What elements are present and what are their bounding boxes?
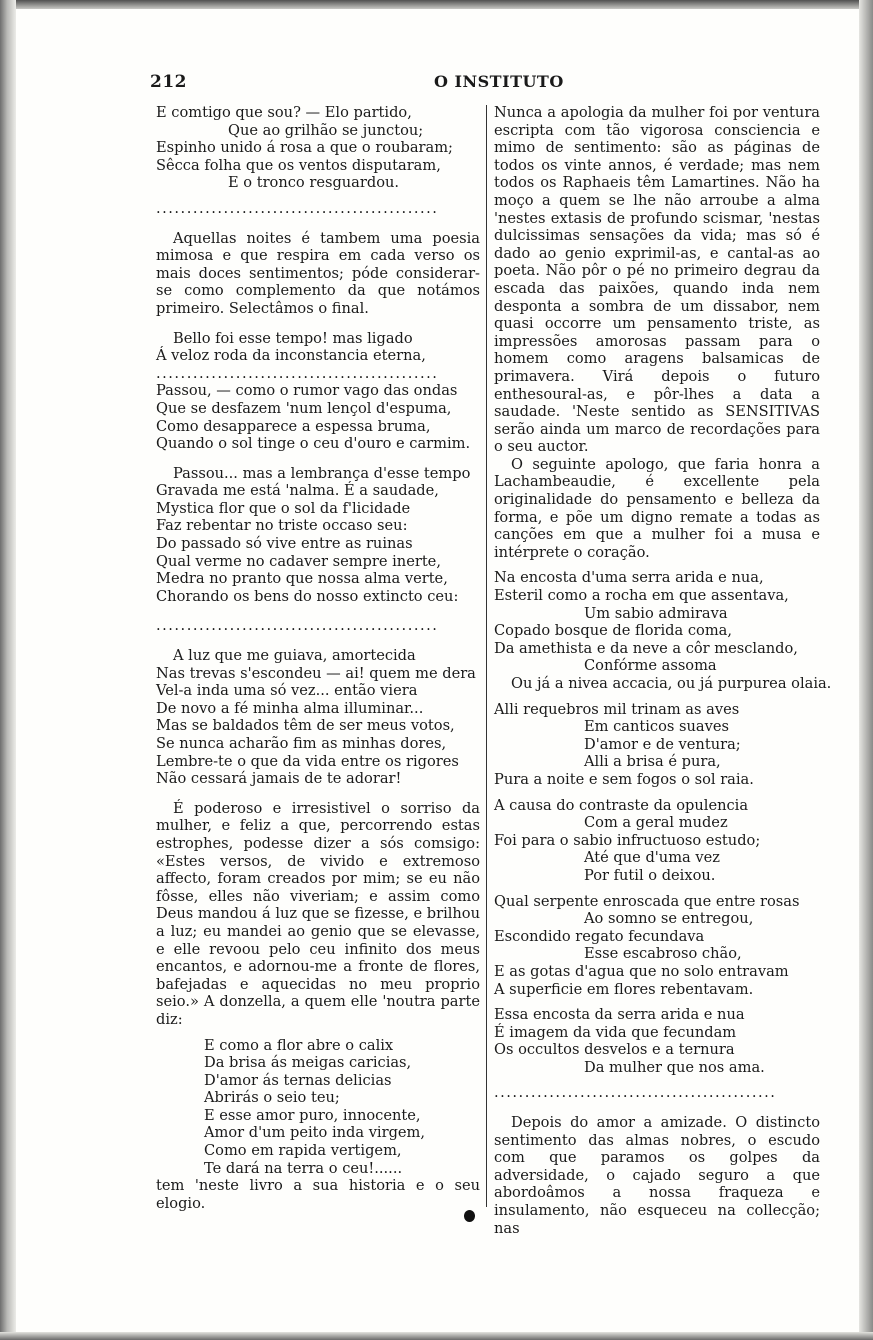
page-edge-left (0, 0, 16, 1340)
verse-line: De novo a fé minha alma illuminar... (156, 699, 424, 717)
poem-stanza (494, 569, 832, 692)
verse-line: Os occultos desvelos e a ternura (494, 1041, 735, 1059)
verse-line: Da amethista e da neve a côr mesclando, (494, 639, 798, 657)
verse-line: Alli requebros mil trinam as aves (494, 700, 740, 718)
verse-line: Escondido regato fecundava (494, 927, 705, 945)
verse-line: Á veloz roda da inconstancia eterna, (156, 347, 426, 365)
paragraph: O seguinte apologo, que faria honra a Lachambeaudie, é excellente pela originalidade do pensamento e belleza da forma, e põe um digno remate a todas as canções em que a mulher foi a musa e intérprete o coração. (494, 455, 820, 561)
page-header (150, 72, 818, 94)
page-number: 212 (150, 72, 187, 92)
poem-stanza (156, 647, 480, 788)
ellipsis-line: .............................................. (156, 617, 439, 635)
verse-line: Sêcca folha que os ventos disputaram, (156, 156, 441, 174)
poem-stanza (156, 465, 480, 606)
verse-line: A causa do contraste da opulencia (494, 796, 749, 814)
verse-line: Foi para o sabio infructuoso estudo; (494, 831, 761, 849)
verse-line: Abrirás o seio teu; (204, 1089, 340, 1107)
verse-line: Nas trevas s'escondeu — ai! quem me dera (156, 664, 476, 682)
poem-stanza (494, 701, 820, 789)
verse-line: Qual verme no cadaver sempre inerte, (156, 552, 441, 570)
verse-line: E as gotas d'agua que no solo entravam (494, 962, 789, 980)
verse-line: Que se desfazem 'num lençol d'espuma, (156, 399, 452, 417)
verse-line: Como em rapida vertigem, (204, 1142, 402, 1160)
verse-line: Qual serpente enroscada que entre rosas (494, 892, 800, 910)
poem-stanza (156, 330, 480, 365)
verse-line: Quando o sol tinge o ceu d'ouro e carmim. (156, 435, 471, 453)
verse-line: Bello foi esse tempo! mas ligado (173, 329, 413, 347)
verse-line: Ao somno se entregou, (584, 910, 754, 928)
verse-line: Até que d'uma vez (584, 849, 720, 867)
poem-stanza (494, 1006, 820, 1076)
ink-blot (464, 1210, 475, 1222)
running-title: O INSTITUTO (434, 72, 564, 91)
verse-line: Mystica flor que o sol da f'licidade (156, 499, 411, 517)
paragraph: Depois do amor a amizade. O distincto sentimento das almas nobres, o escudo com que paramos os golpes da adversidade, o cajado seguro a que abordoâmos a nossa fraqueza e insulamento, não esqueceu na collecção; nas (494, 1114, 820, 1237)
verse-line: Faz rebentar no triste occaso seu: (156, 517, 408, 535)
verse-line: E o tronco resguardou. (228, 174, 400, 192)
verse-line: Se nunca acharão fim as minhas dores, (156, 735, 447, 752)
verse-line: Passou... mas a lembrança d'esse tempo (173, 464, 471, 482)
verse-line: Chorando os bens do nosso extincto ceu: (156, 587, 459, 605)
verse-line: Espinho unido á rosa a que o roubaram; (156, 139, 453, 157)
verse-line: Em canticos suaves (584, 718, 729, 736)
verse-line: Mas se baldados têm de ser meus votos, (156, 717, 455, 735)
page-edge-right (859, 0, 873, 1340)
right-column (494, 104, 832, 1237)
verse-line: Amor d'um peito inda virgem, (204, 1124, 426, 1142)
verse-line: E como a flor abre o calix (204, 1036, 394, 1054)
verse-line: Um sabio admirava (584, 604, 728, 622)
verse-line: Que ao grilhão se junctou; (228, 121, 424, 139)
poem-stanza (156, 382, 480, 452)
paragraph: Nunca a apologia da mulher foi por ventura escripta com tão vigorosa consciencia e mimo de sentimento: são as páginas de todos os vinte annos, é verdade; mas nem todos os Raphaeis têm Lamartines. Não ha moço a quem se lhe não arroube a alma 'nestes extasis de profundo scismar, 'nestas dulcissimas sensações da vida; mas só é dado ao genio exprimil-as, e cantal-as ao poeta. Não pôr o pé no primeiro degrau da escada das paixões, quando inda nem desponta a sombra de um dissabor, nem quasi occorre um pensamento triste, as impressões amorosas passam para o homem como aragens balsamicas de primavera. Virá depois o futuro enthesoural-as, e pôr-lhes a data a saudade. 'Neste sentido as SENSITIVAS serão ainda um marco de recordações para o seu auctor. (494, 104, 820, 456)
verse-line: Lembre-te o que da vida entre os rigores (156, 752, 459, 770)
verse-line: A luz que me guiava, amortecida (173, 647, 416, 665)
verse-line: Com a geral mudez (584, 814, 728, 832)
page-edge-top (0, 0, 873, 9)
ellipsis-line: .............................................. (156, 364, 439, 382)
verse-line: Não cessará jamais de te adorar! (156, 770, 402, 788)
verse-line: Da brisa ás meigas caricias, (204, 1054, 412, 1072)
verse-line: Na encosta d'uma serra arida e nua, (494, 569, 764, 587)
verse-line: Esteril como a rocha em que assentava, (494, 587, 789, 605)
verse-line: Gravada me está 'nalma. É a saudade, (156, 482, 439, 500)
verse-line: Ou já a nivea accacia, ou já purpurea olaia. (511, 675, 832, 692)
verse-line: Te dará na terra o ceu!...... (204, 1159, 403, 1177)
poem-stanza (156, 1037, 480, 1178)
verse-line: Medra no pranto que nossa alma verte, (156, 570, 448, 588)
ellipsis-line: .............................................. (156, 199, 439, 217)
poem-stanza (494, 797, 820, 885)
paragraph: É poderoso e irresistivel o sorriso da mulher, e feliz a que, percorrendo estas estrophes, podesse dizer a sós comsigo: «Estes versos, de vivido e extremoso affecto, foram creados por mim; se eu não fôsse, elles não viveriam; e assim como Deus mandou á luz que se fizesse, e brilhou a luz; eu mandei ao genio que se elevasse, e elle revoou pelo ceu infinito dos meus encantos, e adornou-me a fronte de flores, bafejadas e aquecidas no meu proprio seio.» A donzella, a quem elle 'noutra parte diz: (156, 799, 480, 1028)
verse-line: A superficie em flores rebentavam. (494, 980, 754, 998)
paragraph: tem 'neste livro a sua historia e o seu elogio. (156, 1177, 480, 1212)
verse-line: Esse escabroso chão, (584, 945, 742, 963)
paragraph: Aquellas noites é tambem uma poesia mimosa e que respira em cada verso os mais doces sentimentos; póde considerar-se como complemento da que notámos primeiro. Selectâmos o final. (156, 229, 480, 317)
verse-line: E comtigo que sou? — Elo partido, (156, 104, 412, 121)
verse-line: Do passado só vive entre as ruinas (156, 535, 413, 553)
page-edge-bottom (0, 1332, 873, 1340)
left-column (156, 104, 480, 1212)
verse-line: Passou, — como o rumor vago das ondas (156, 382, 458, 400)
verse-line: Copado bosque de florida coma, (494, 622, 732, 640)
poem-stanza (494, 893, 820, 999)
verse-line: Pura a noite e sem fogos o sol raia. (494, 770, 754, 788)
verse-line: D'amor ás ternas delicias (204, 1071, 392, 1089)
verse-line: E esse amor puro, innocente, (204, 1106, 421, 1124)
verse-line: Confórme assoma (584, 657, 717, 675)
verse-line: Como desapparece a espessa bruma, (156, 417, 431, 435)
verse-line: Da mulher que nos ama. (584, 1058, 765, 1076)
poem-stanza (156, 104, 480, 192)
verse-line: Alli a brisa é pura, (584, 753, 721, 771)
column-divider (486, 105, 487, 1207)
verse-line: É imagem da vida que fecundam (494, 1023, 737, 1041)
verse-line: Vel-a inda uma só vez... então viera (156, 682, 418, 700)
verse-line: Essa encosta da serra arida e nua (494, 1006, 745, 1024)
ellipsis-line: .............................................. (494, 1084, 777, 1102)
verse-line: D'amor e de ventura; (584, 735, 741, 753)
verse-line: Por futil o deixou. (584, 866, 716, 884)
